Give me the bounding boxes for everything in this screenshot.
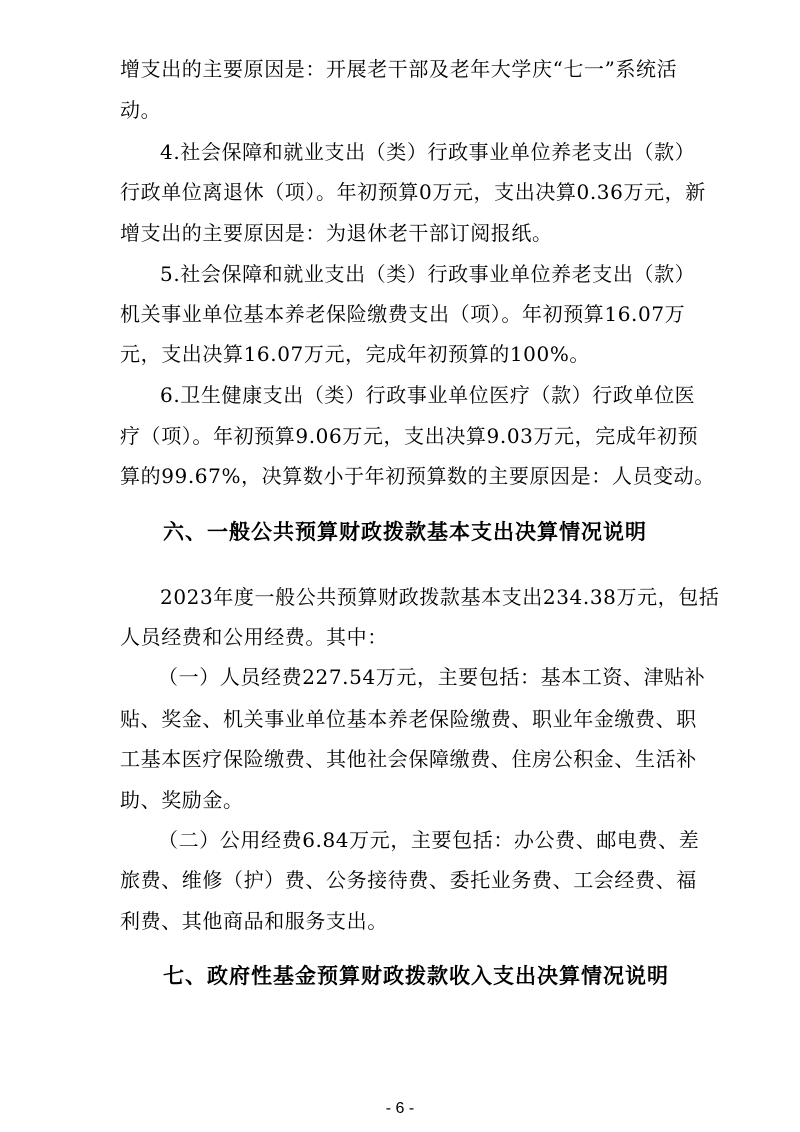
personnel-expenses-line-2: 贴、奖金、机关事业单位基本养老保险缴费、职业年金缴费、职 <box>120 707 697 731</box>
page-number: - 6 - <box>385 1100 415 1117</box>
public-expenses-line-1: （二）公用经费6.84万元，主要包括：办公费、邮电费、差 <box>158 828 700 852</box>
section-6-intro-line-1: 2023年度一般公共预算财政拨款基本支出234.38万元，包括 <box>160 585 720 609</box>
personnel-expenses-line-4: 助、奖励金。 <box>120 788 244 812</box>
personnel-expenses-line-1: （一）人员经费227.54万元，主要包括：基本工资、津贴补 <box>158 665 706 689</box>
section-7-heading: 七、政府性基金预算财政拨款收入支出决算情况说明 <box>163 964 669 988</box>
paragraph-6-line-3: 算的99.67%，决算数小于年初预算数的主要原因是：人员变动。 <box>120 464 715 488</box>
section-6-intro-line-2: 人员经费和公用经费。其中： <box>120 625 388 649</box>
personnel-expenses-line-3: 工基本医疗保险缴费、其他社会保障缴费、住房公积金、生活补 <box>120 747 697 771</box>
paragraph-3-line-2: 动。 <box>120 98 162 122</box>
section-6-heading: 六、一般公共预算财政拨款基本支出决算情况说明 <box>163 520 647 544</box>
paragraph-3-line-1: 增支出的主要原因是：开展老干部及老年大学庆“七一”系统活 <box>120 57 678 81</box>
paragraph-5-line-1: 5.社会保障和就业支出（类）行政事业单位养老支出（款） <box>160 262 696 286</box>
paragraph-4-line-3: 增支出的主要原因是：为退休老干部订阅报纸。 <box>120 221 553 245</box>
paragraph-6-line-2: 疗（项）。年初预算9.06万元，支出决算9.03万元，完成年初预 <box>120 424 699 448</box>
paragraph-5-line-2: 机关事业单位基本养老保险缴费支出（项）。年初预算16.07万 <box>120 302 686 326</box>
public-expenses-line-3: 利费、其他商品和服务支出。 <box>120 909 388 933</box>
paragraph-4-line-2: 行政单位离退休（项）。年初预算0万元，支出决算0.36万元，新 <box>120 180 706 204</box>
paragraph-6-line-1: 6.卫生健康支出（类）行政事业单位医疗（款）行政单位医 <box>160 383 696 407</box>
public-expenses-line-2: 旅费、维修（护）费、公务接待费、委托业务费、工会经费、福 <box>120 868 697 892</box>
paragraph-5-line-3: 元，支出决算16.07万元，完成年初预算的100%。 <box>120 342 591 366</box>
paragraph-4-line-1: 4.社会保障和就业支出（类）行政事业单位养老支出（款） <box>160 140 696 164</box>
